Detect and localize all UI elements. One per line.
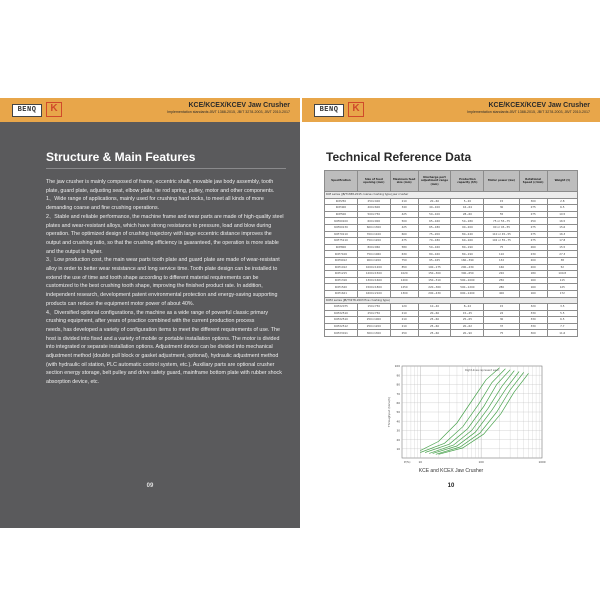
table-cell: 180 — [519, 271, 547, 278]
table-cell: 210 — [390, 310, 418, 317]
table-cell: 50~180 — [451, 218, 484, 225]
table-cell: 160 — [519, 284, 547, 291]
table-cell: 95~165 — [418, 257, 451, 264]
header-title: KCE/KCEX/KCEV Jaw Crusher — [488, 102, 590, 109]
table-cell: 115 — [547, 277, 577, 284]
table-cell: 300 — [519, 198, 547, 205]
table-cell: 110 — [484, 251, 519, 258]
table-cell: 1600×2100 — [357, 290, 390, 297]
table-cell: 600×900 — [357, 218, 390, 225]
table-cell: 800×960 — [357, 244, 390, 251]
table-cell: 260 — [519, 244, 547, 251]
table-cell: 100~175 — [418, 264, 451, 271]
paragraph: 2、Stable and reliable performance, the machine frame and wear parts are made of high-quality steel plates and wear-resistant alloys, which have strong resistance to pressure, load and blow during operation. The optimized design of crushing trajectory with large eccentric distance improves the output and crushing ratio, so that the crushing efficiency is guaranteed, the operation is more stable and the output is higher. — [46, 213, 284, 255]
table-cell: 275 — [519, 205, 547, 212]
table-cell: 200 — [519, 257, 547, 264]
left-page-header — [0, 98, 300, 122]
table-cell: 600×1300 — [357, 224, 390, 231]
table-cell: 65~160 — [418, 218, 451, 225]
table-cell: 110 or 45~55 — [484, 231, 519, 238]
table-cell: KCEX2510 — [325, 317, 358, 324]
table-cell: 1300×1600 — [357, 277, 390, 284]
table-cell: KCE800 — [325, 244, 358, 251]
column-header: Production capacity (t/h) — [451, 171, 484, 192]
table-header-row — [325, 171, 578, 192]
y-tick-label: 100 — [394, 364, 400, 369]
y-tick-label: 80 — [396, 382, 400, 387]
table-row — [325, 238, 578, 245]
table-cell: 220~360 — [418, 284, 451, 291]
table-cell: KCE7106 — [325, 251, 358, 258]
table-section-row — [325, 297, 578, 304]
y-tick-label: 30 — [396, 428, 400, 433]
table-cell: 250 — [484, 277, 519, 284]
corner-label: P(%) — [404, 460, 411, 464]
table-row — [325, 264, 578, 271]
table-cell: 75 or 55~75 — [484, 218, 519, 225]
table-cell: 75~200 — [418, 231, 451, 238]
table-cell: 160 — [484, 264, 519, 271]
table-cell: 75 — [484, 330, 519, 337]
section-title: Technical Reference Data — [326, 150, 472, 164]
table-cell: 340 — [390, 205, 418, 212]
table-cell: 15 — [484, 304, 519, 311]
table-cell: 1200 — [390, 277, 418, 284]
table-cell: 330 — [519, 317, 547, 324]
table-cell: 132 — [484, 257, 519, 264]
column-header: Specification — [325, 171, 358, 192]
table-cell: 50~160 — [418, 244, 451, 251]
table-cell: 15 — [484, 198, 519, 205]
table-cell: 27.3 — [547, 251, 577, 258]
table-cell: 160 — [519, 277, 547, 284]
y-tick-label: 20 — [396, 437, 400, 442]
table-cell: 30 — [484, 205, 519, 212]
page-number: 10 — [447, 483, 455, 489]
table-row — [325, 284, 578, 291]
table-cell: 275 — [519, 238, 547, 245]
table-cell: 320 — [519, 304, 547, 311]
table-cell: KCEX2510 — [325, 310, 358, 317]
table-cell: 330 — [519, 323, 547, 330]
table-section-row — [325, 192, 578, 199]
table-cell: 500 — [390, 218, 418, 225]
section-label: KCE series (JB/T1388-2015 coarse crushing type) jaw crusher — [325, 192, 578, 199]
table-row — [325, 323, 578, 330]
table-cell: 6.5 — [547, 317, 577, 324]
paragraph: 4、Diversified optional configurations, the machine as a wide range of powerful classic primary crushing equipment, after years of practice combined with the current production process — [46, 309, 268, 325]
table-cell: KCE400 — [325, 205, 358, 212]
table-cell: 160~390 — [451, 257, 484, 264]
k-logo-icon: K — [46, 102, 62, 117]
table-cell: 200 — [519, 264, 547, 271]
table-cell: 38 — [547, 257, 577, 264]
table-cell: 300 — [519, 330, 547, 337]
table-cell: 220 — [484, 271, 519, 278]
section-title: Structure & Main Features — [46, 150, 196, 164]
table-cell: 37 — [484, 323, 519, 330]
table-cell: 425 — [390, 211, 418, 218]
paragraph: 1、Wide range of applications, mainly used for crushing hard rocks, to meet all kinds of more demanding coarse and fine crushing operations. — [46, 196, 264, 212]
section-label: KCEX series (JB/T3278-2003 fine crushing type) — [325, 297, 578, 304]
chart-caption: KCE and KCEX Jaw Crusher — [418, 468, 484, 474]
table-cell: 90 or 45~55 — [484, 224, 519, 231]
table-cell: 25~60 — [418, 317, 451, 324]
table-cell: 3.5 — [547, 304, 577, 311]
table-cell: 850 — [390, 264, 418, 271]
table-cell: 750×1060 — [357, 251, 390, 258]
column-header: Maximum feed size (mm) — [390, 171, 418, 192]
table-cell: 15.5 — [547, 244, 577, 251]
table-cell: 600 — [390, 231, 418, 238]
x-tick-label: 1000 — [538, 460, 546, 464]
throughput-chart — [324, 360, 578, 468]
table-cell: 900×1200 — [357, 257, 390, 264]
table-cell: 280 — [484, 284, 519, 291]
table-cell: 275 — [519, 224, 547, 231]
brand-logo: BENQ — [12, 104, 42, 117]
column-header: Discharge port adjustment range (mm) — [418, 171, 451, 192]
table-cell: 250×400 — [357, 198, 390, 205]
brand-logo: BENQ — [314, 104, 344, 117]
section-divider — [46, 168, 286, 169]
table-cell: 20~60 — [418, 310, 451, 317]
table-cell: 25~60 — [418, 323, 451, 330]
table-cell: 300×1300 — [357, 330, 390, 337]
table-cell: 16.3 — [547, 231, 577, 238]
paragraph: needs, has developed a variety of configuration items to meet the different requirements of use. The host is divided into fixed and a variety of mobile or portable installation options. The motor is divided into integrated or separate installation options. Adjustment device can be divided into mechanical adjustment method (double pull block or gasket adjustment, optional), hydraulic adjustment method (with hydraulic oil station, PLC automatic control system, etc.). Auxiliary parts are optional crusher section energy storage, belt pulley and drive safety guard, mainframe bottom plate with rubber shock absorption device, etc. — [46, 326, 282, 386]
table-cell: 16~64 — [451, 205, 484, 212]
table-cell: 400 — [484, 290, 519, 297]
header-standard: Implementation standards:JB/T 1388-2015, JB/T 3278-2003, JB/T 2010-2017 — [467, 110, 590, 114]
table-cell: 20~62 — [451, 323, 484, 330]
table-cell: 250 — [390, 330, 418, 337]
table-cell: 210 — [390, 317, 418, 324]
table-cell: 65~180 — [418, 224, 451, 231]
table-cell: 275 — [519, 211, 547, 218]
table-cell: 600~1400 — [451, 290, 484, 297]
table-cell: 52 — [547, 264, 577, 271]
table-row — [325, 244, 578, 251]
table-cell: KCEX2512 — [325, 323, 358, 330]
table-cell: KCE70110 — [325, 231, 358, 238]
table-cell: 15~45 — [451, 310, 484, 317]
table-cell: KCE500 — [325, 211, 358, 218]
table-cell: 230 — [519, 251, 547, 258]
table-cell: 20~60 — [418, 198, 451, 205]
paragraph: 3、Low production cost, the main wear parts tooth plate and guard plate are made of wear-resistant alloy in order to better wear resistance and long service time. Tooth plate design can be installed to extend the use of time and tooth shape according to different material requirements can be customized to the best crushing tooth shape, improving the finished product rate. In addition, independent research, development patent environmental protection and energy-saving supporting products can reduce the equipment motor power of about 40%. — [46, 257, 280, 307]
table-cell: 120 — [390, 304, 418, 311]
table-row — [325, 251, 578, 258]
table-cell: 300~650 — [451, 271, 484, 278]
x-tick-label: 100 — [478, 460, 484, 464]
right-page — [302, 98, 600, 528]
table-row — [325, 205, 578, 212]
column-header: Size of feed opening (mm) — [357, 171, 390, 192]
table-row — [325, 198, 578, 205]
table-cell: 90~200 — [451, 224, 484, 231]
header-title-block — [467, 101, 590, 115]
table-cell: 210 — [390, 323, 418, 330]
table-cell: 75 — [484, 244, 519, 251]
right-page-header — [302, 98, 600, 122]
table-cell: 500~1200 — [451, 284, 484, 291]
legend-text: Right-lines represent each — [465, 369, 500, 372]
table-cell: 6.5 — [547, 205, 577, 212]
y-tick-label: 60 — [396, 401, 400, 405]
table-cell: 100.8 — [547, 271, 577, 278]
y-tick-label: 40 — [396, 419, 400, 424]
y-axis-label: Throughput (tons/h) — [387, 396, 391, 428]
table-cell: KCE9012 — [325, 257, 358, 264]
chart-area — [324, 360, 578, 482]
left-page — [0, 98, 300, 528]
table-cell: 50~100 — [418, 211, 451, 218]
header-title-block — [167, 101, 290, 115]
table-cell: 400×600 — [357, 205, 390, 212]
table-cell: 80~190 — [451, 251, 484, 258]
table-cell: 475 — [390, 238, 418, 245]
table-cell: 200~430 — [451, 264, 484, 271]
spec-table — [324, 170, 578, 337]
table-cell: 150~310 — [418, 277, 451, 284]
table-cell: 55 — [484, 211, 519, 218]
table-cell: 580 — [390, 244, 418, 251]
table-cell: 250×750 — [357, 310, 390, 317]
header-standard: Implementation standards:JB/T 1388-2015, JB/T 3278-2003, JB/T 2010-2017 — [167, 110, 290, 114]
table-cell: 750×1200 — [357, 238, 390, 245]
table-cell: 150×750 — [357, 304, 390, 311]
table-cell: 25~65 — [451, 317, 484, 324]
table-cell: 500×750 — [357, 211, 390, 218]
table-cell: KCE1621 — [325, 290, 358, 297]
table-cell: 1200×1500 — [357, 271, 390, 278]
table-cell: 330 — [519, 310, 547, 317]
table-cell: 20~90 — [451, 330, 484, 337]
body-text — [46, 178, 284, 387]
table-cell: 210 — [390, 198, 418, 205]
table-cell: 250 — [519, 218, 547, 225]
table-cell: 22 — [484, 310, 519, 317]
table-row — [325, 231, 578, 238]
table-row — [325, 257, 578, 264]
table-cell: 1000×1200 — [357, 264, 390, 271]
table-cell: 125 — [547, 284, 577, 291]
table-cell: KCE1012 — [325, 264, 358, 271]
y-tick-label: 90 — [396, 373, 400, 378]
table-cell: 1020 — [390, 271, 418, 278]
table-row — [325, 290, 578, 297]
table-cell: 8~22 — [451, 304, 484, 311]
table-cell: 160 — [519, 290, 547, 297]
table-cell: 15.6 — [547, 224, 577, 231]
y-tick-label: 70 — [396, 391, 400, 396]
table-cell: 28~60 — [451, 211, 484, 218]
table-cell: 25~60 — [418, 330, 451, 337]
table-cell: 2.8 — [547, 198, 577, 205]
table-cell: 275 — [519, 231, 547, 238]
k-logo-icon: K — [348, 102, 364, 117]
y-tick-label: 50 — [396, 410, 400, 415]
x-tick-label: 10 — [418, 460, 423, 464]
table-cell: 172 — [547, 290, 577, 297]
spec-table-body — [325, 192, 578, 337]
table-cell: 80~240 — [451, 231, 484, 238]
table-row — [325, 271, 578, 278]
table-cell: 102 or 55~75 — [484, 238, 519, 245]
column-header: Weight (t) — [547, 171, 577, 192]
table-cell: KCE1316 — [325, 277, 358, 284]
table-row — [325, 330, 578, 337]
table-cell: 7.7 — [547, 323, 577, 330]
table-cell: 10~40 — [418, 304, 451, 311]
table-cell: 500~1000 — [451, 277, 484, 284]
table-cell: 5~20 — [451, 198, 484, 205]
table-cell: 40~100 — [418, 205, 451, 212]
y-tick-label: 10 — [396, 447, 400, 451]
page-number: 09 — [146, 483, 154, 489]
table-cell: KCE60130 — [325, 224, 358, 231]
table-cell: 1300 — [390, 290, 418, 297]
header-title: KCE/KCEX/KCEV Jaw Crusher — [188, 102, 290, 109]
table-cell: 10.5 — [547, 211, 577, 218]
column-header: Rotational Speed (r/min) — [519, 171, 547, 192]
table-row — [325, 211, 578, 218]
table-cell: 11.6 — [547, 330, 577, 337]
table-cell: 30 — [484, 317, 519, 324]
table-cell: KCE1520 — [325, 284, 358, 291]
table-cell: 630 — [390, 251, 418, 258]
table-cell: KCE60100 — [325, 218, 358, 225]
table-cell: 700×1100 — [357, 231, 390, 238]
table-row — [325, 304, 578, 311]
table-row — [325, 224, 578, 231]
table-cell: 1500×1800 — [357, 284, 390, 291]
table-cell: KCEX3011 — [325, 330, 358, 337]
table-cell: 425 — [390, 224, 418, 231]
table-cell: 750 — [390, 257, 418, 264]
table-cell: 1250 — [390, 284, 418, 291]
table-cell: 250×1000 — [357, 317, 390, 324]
table-cell: 16.5 — [547, 218, 577, 225]
table-cell: 60~160 — [451, 238, 484, 245]
table-row — [325, 277, 578, 284]
paragraph: The jaw crusher is mainly composed of frame, eccentric shaft, movable jaw body assembly, tooth plate, guard plate, adjusting seat, elbow plate, tie rod spring, pulley, motor and other components. — [46, 179, 275, 194]
table-cell: 70~180 — [418, 238, 451, 245]
table-cell: KCE75110 — [325, 238, 358, 245]
table-row — [325, 218, 578, 225]
table-cell: 250×1200 — [357, 323, 390, 330]
table-cell: 80~160 — [418, 251, 451, 258]
table-cell: 5.5 — [547, 310, 577, 317]
table-cell: 80~190 — [451, 244, 484, 251]
table-row — [325, 310, 578, 317]
table-cell: 17.8 — [547, 238, 577, 245]
table-row — [325, 317, 578, 324]
column-header: Motor power (kw) — [484, 171, 519, 192]
table-cell: KCEX2075 — [325, 304, 358, 311]
table-cell: KCE1215 — [325, 271, 358, 278]
table-cell: 150~300 — [418, 271, 451, 278]
table-cell: KCE250 — [325, 198, 358, 205]
table-cell: 200~430 — [418, 290, 451, 297]
